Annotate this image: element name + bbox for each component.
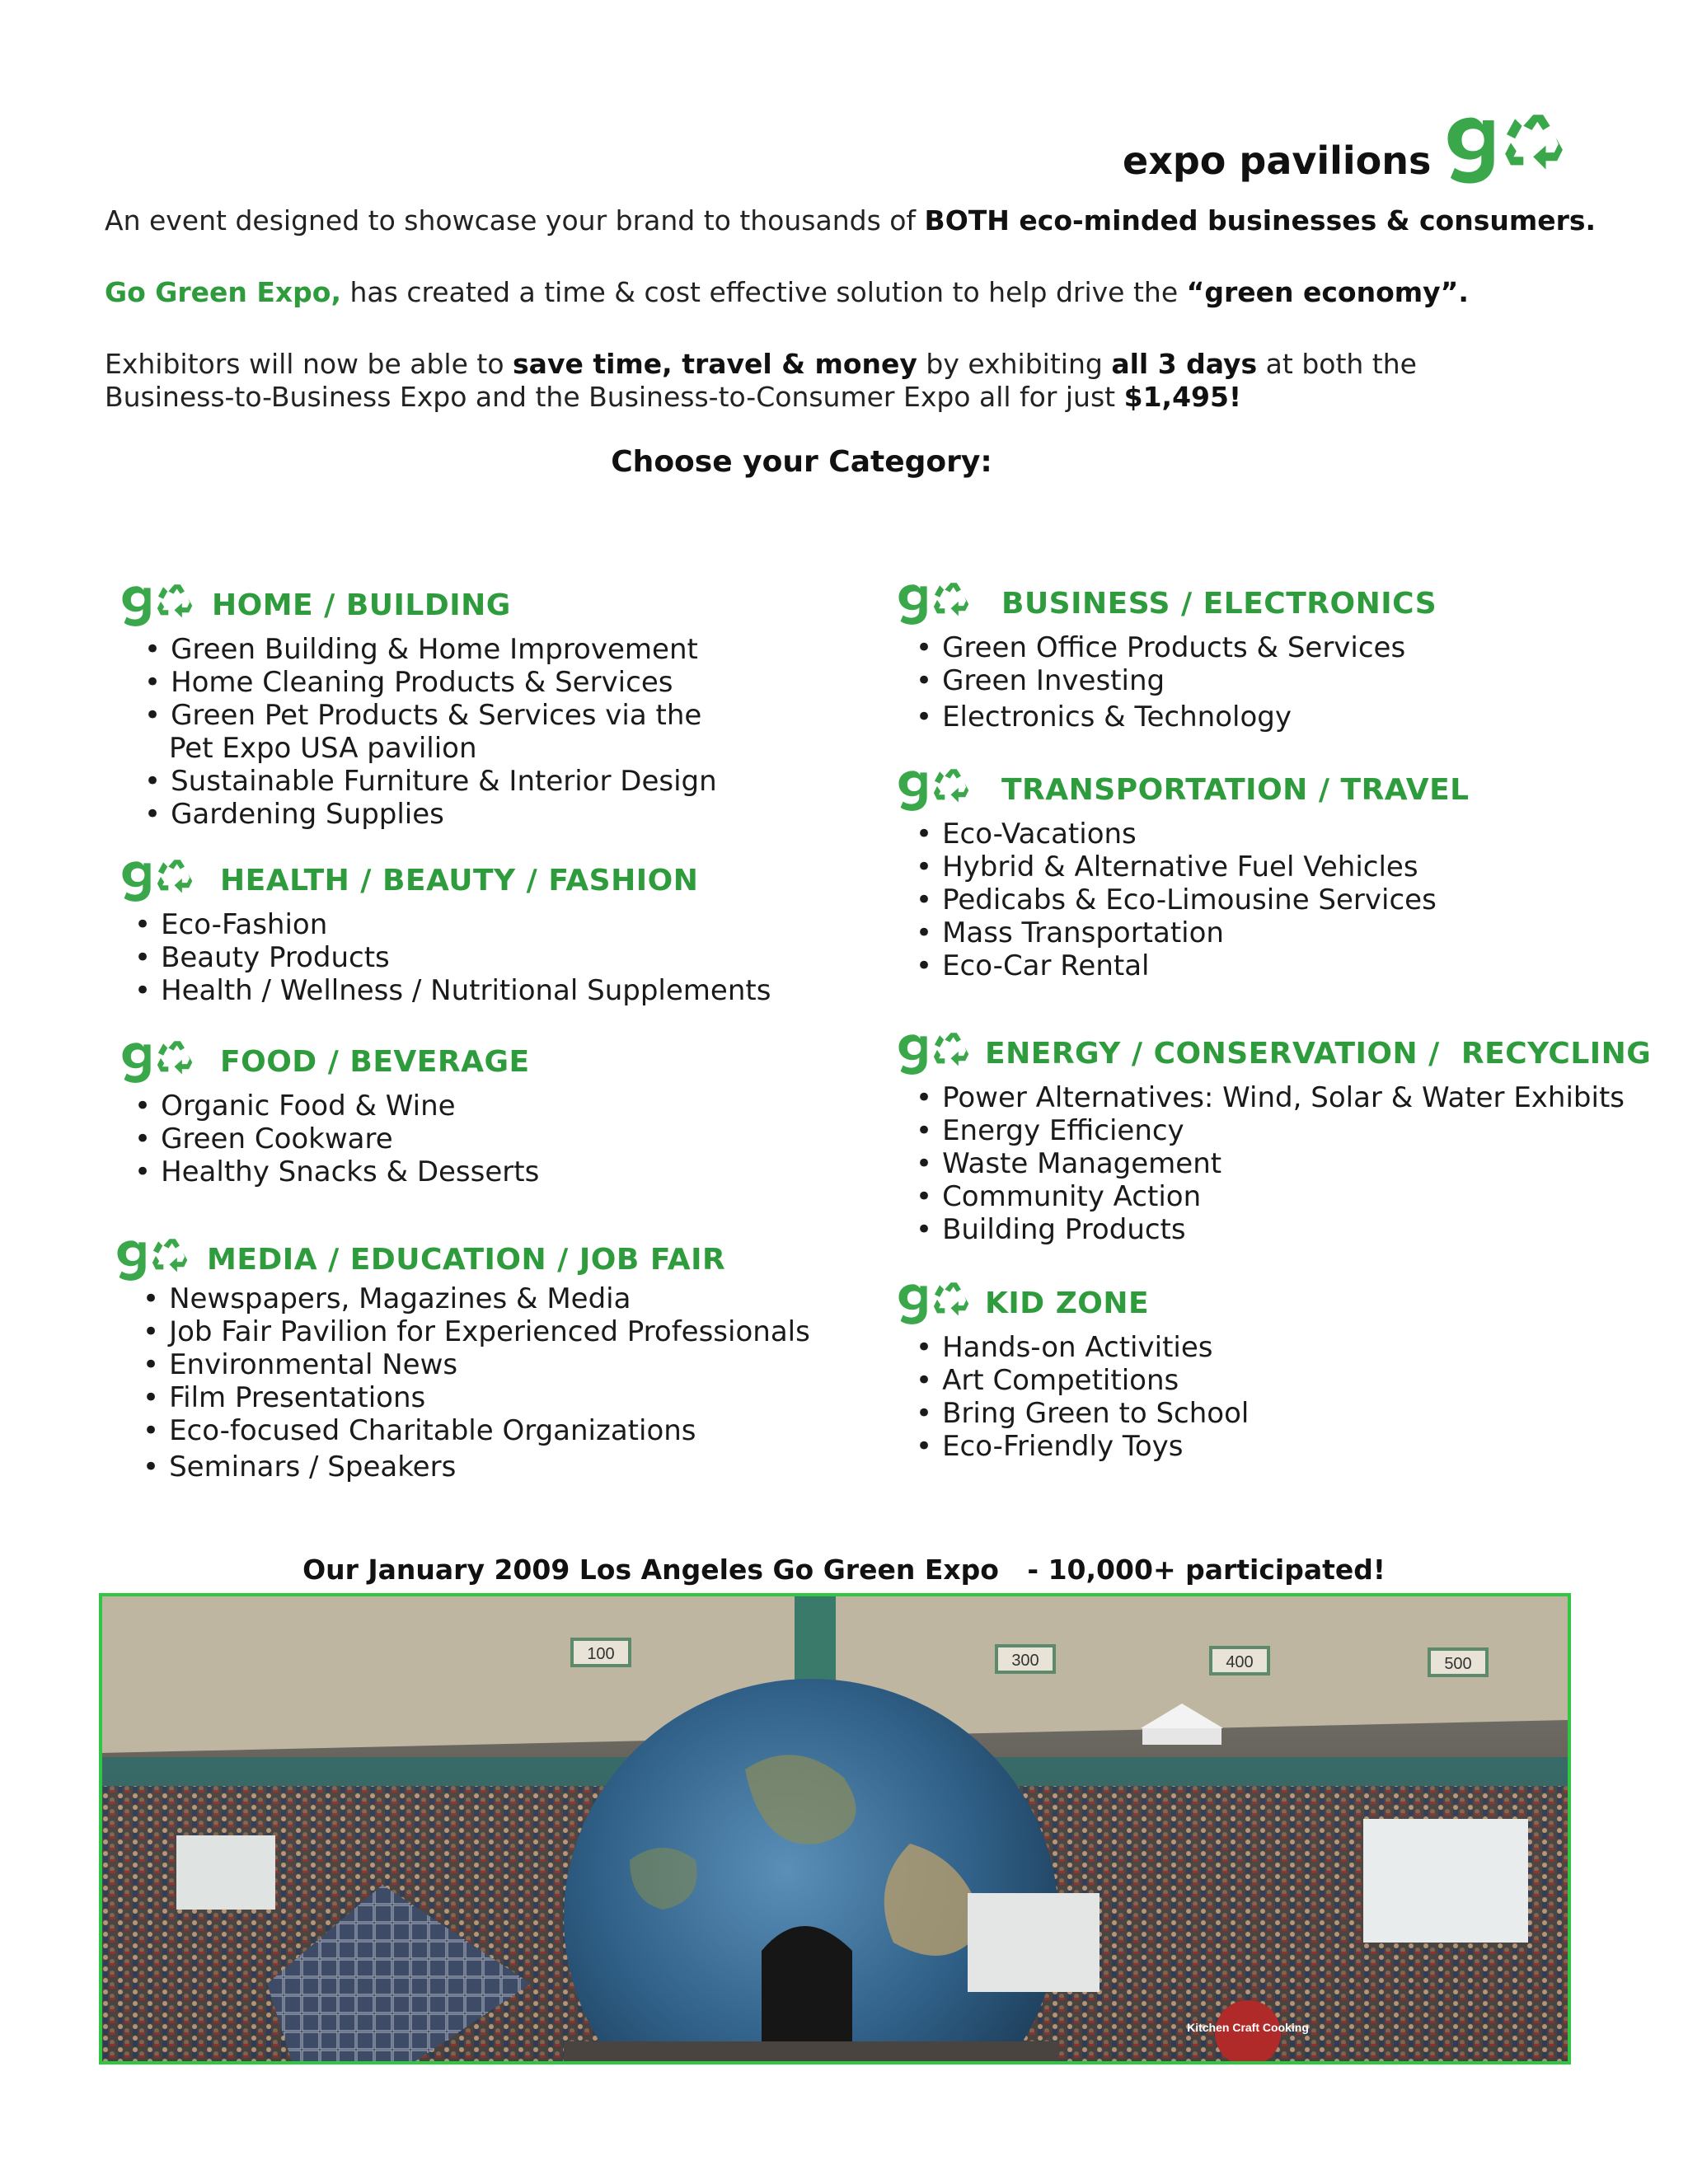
list-item: • Hybrid & Alternative Fuel Vehicles	[916, 851, 1470, 883]
list-item: • Eco-focused Charitable Organizations	[143, 1414, 810, 1447]
list-item: • Healthy Snacks & Desserts	[134, 1155, 539, 1188]
expo-photo	[99, 1593, 1571, 2064]
section-transportation-travel	[894, 766, 1470, 982]
booth-sign-500: 500	[1444, 1655, 1472, 1673]
section-title: MEDIA / EDUCATION / JOB FAIR	[207, 1242, 726, 1277]
photo-caption: Our January 2009 Los Angeles Go Green Expo - 10,000+ participated!	[302, 1554, 1386, 1586]
list-item: • Beauty Products	[134, 941, 771, 974]
list-item: • Green Office Products & Services	[916, 631, 1437, 664]
bullet-list	[916, 631, 1437, 733]
list-item: • Energy Efficiency	[916, 1114, 1651, 1147]
list-item: • Community Action	[916, 1180, 1651, 1213]
list-item: • Green Investing	[916, 664, 1437, 697]
bullet-list	[916, 1081, 1651, 1246]
section-title: TRANSPORTATION / TRAVEL	[1001, 772, 1470, 807]
list-item: • Organic Food & Wine	[134, 1090, 539, 1122]
go-green-recycle-logo-icon	[118, 855, 204, 906]
list-item: • Bring Green to School	[916, 1397, 1249, 1430]
choose-category-heading: Choose your Category:	[611, 445, 992, 479]
section-title: BUSINESS / ELECTRONICS	[1001, 586, 1437, 621]
go-green-recycle-logo-icon	[1441, 105, 1581, 191]
section-title: HOME / BUILDING	[212, 588, 511, 622]
section-business-electronics	[894, 580, 1437, 733]
intro-line-3	[105, 348, 1417, 381]
list-item: • Home Cleaning Products & Services	[144, 666, 717, 699]
section-food-beverage	[118, 1038, 539, 1188]
bullet-list	[916, 1331, 1249, 1463]
page-title: expo pavilions	[1123, 138, 1432, 183]
go-green-recycle-logo-icon	[118, 579, 204, 630]
list-item: Pet Expo USA pavilion	[169, 732, 477, 765]
list-item: • Health / Wellness / Nutritional Supplements	[134, 974, 771, 1007]
intro-text: Exhibitors will now be able to	[105, 348, 513, 380]
list-item: • Waste Management	[916, 1147, 1651, 1180]
section-header	[113, 1236, 810, 1282]
list-item: • Pedicabs & Eco-Limousine Services	[916, 883, 1470, 916]
intro-line-2	[105, 276, 1469, 309]
expo-hall-illustration	[102, 1596, 1568, 2061]
list-item: • Sustainable Furniture & Interior Design	[144, 765, 717, 798]
go-green-recycle-logo-icon	[113, 1234, 199, 1285]
section-header	[118, 1038, 539, 1085]
booth-sign-100: 100	[587, 1645, 615, 1663]
section-title: HEALTH / BEAUTY / FASHION	[220, 863, 699, 898]
list-item: • Newspapers, Magazines & Media	[143, 1282, 810, 1315]
section-health-beauty-fashion	[118, 857, 771, 1007]
list-item: • Eco-Friendly Toys	[916, 1430, 1249, 1463]
intro-text: at both the	[1257, 348, 1417, 380]
price: $1,495!	[1123, 381, 1242, 413]
section-title: FOOD / BEVERAGE	[220, 1044, 530, 1079]
list-item: • Eco-Fashion	[134, 908, 771, 941]
section-media-education-job-fair	[113, 1236, 810, 1483]
list-item: • Power Alternatives: Wind, Solar & Water Exhibits	[916, 1081, 1651, 1114]
list-item: • Gardening Supplies	[144, 798, 717, 831]
section-home-building	[118, 582, 717, 831]
go-green-recycle-logo-icon	[118, 1036, 204, 1087]
brand-name: Go Green Expo,	[105, 276, 342, 308]
section-header	[894, 1030, 1651, 1076]
bullet-list	[143, 1282, 810, 1483]
bullet-list	[144, 633, 717, 831]
intro-emphasis: “green economy”.	[1186, 276, 1469, 308]
list-item: • Environmental News	[143, 1348, 810, 1381]
section-kid-zone	[894, 1280, 1249, 1463]
booth-sign-kitchen-craft: Kitchen Craft Cooking	[1187, 2021, 1309, 2034]
intro-emphasis: all 3 days	[1111, 348, 1258, 380]
list-item: • Film Presentations	[143, 1381, 810, 1414]
section-header	[894, 1280, 1249, 1326]
list-item: • Green Cookware	[134, 1122, 539, 1155]
list-item: • Job Fair Pavilion for Experienced Professionals	[143, 1315, 810, 1348]
list-item: • Mass Transportation	[916, 916, 1470, 949]
list-item: • Green Building & Home Improvement	[144, 633, 717, 666]
section-title: ENERGY / CONSERVATION / RECYCLING	[985, 1036, 1652, 1071]
intro-emphasis: save time, travel & money	[513, 348, 917, 380]
list-item: • Green Pet Products & Services via the	[144, 699, 717, 732]
go-green-recycle-logo-icon	[894, 764, 980, 815]
list-item: • Eco-Vacations	[916, 818, 1470, 851]
intro-line-1	[105, 204, 1596, 237]
section-energy-conservation-recycling	[894, 1030, 1651, 1246]
list-item: • Electronics & Technology	[916, 701, 1437, 733]
go-green-recycle-logo-icon	[894, 1277, 980, 1329]
intro-text: Business-to-Business Expo and the Business-to-Consumer Expo all for just	[105, 381, 1124, 413]
go-green-recycle-logo-icon	[894, 578, 980, 629]
list-item: • Building Products	[916, 1213, 1651, 1246]
bullet-list	[134, 1090, 539, 1188]
go-green-recycle-logo-icon	[894, 1028, 980, 1079]
list-item: • Hands-on Activities	[916, 1331, 1249, 1364]
section-title: KID ZONE	[985, 1286, 1150, 1320]
section-header	[894, 580, 1437, 626]
intro-emphasis: BOTH eco-minded businesses & consumers.	[924, 204, 1597, 237]
section-header	[118, 857, 771, 903]
bullet-list	[134, 908, 771, 1007]
intro-line-4	[105, 381, 1241, 414]
section-header	[894, 766, 1470, 813]
list-item: • Eco-Car Rental	[916, 949, 1470, 982]
booth-sign-400: 400	[1226, 1653, 1254, 1671]
intro-text: has created a time & cost effective solution to help drive the	[341, 276, 1187, 308]
list-item: • Seminars / Speakers	[143, 1451, 810, 1483]
bullet-list	[916, 818, 1470, 982]
booth-sign-300: 300	[1011, 1652, 1039, 1670]
intro-text: An event designed to showcase your brand to thousands of	[105, 204, 925, 237]
section-header	[118, 582, 717, 628]
intro-text: by exhibiting	[917, 348, 1112, 380]
list-item: • Art Competitions	[916, 1364, 1249, 1397]
